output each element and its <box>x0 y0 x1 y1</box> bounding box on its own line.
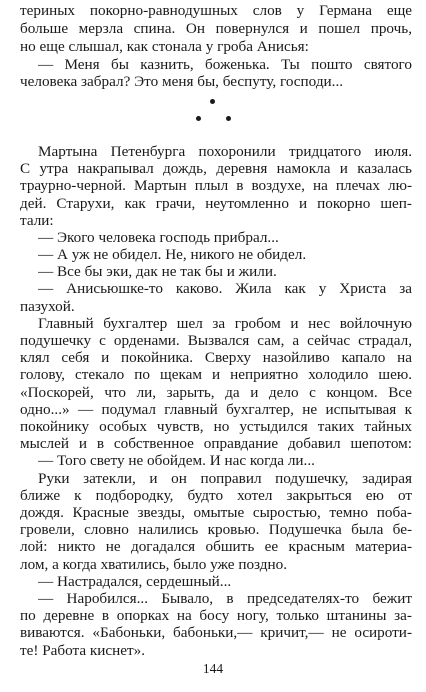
text-line: голову, стекало по щекам и неприятно холодило шею. <box>20 366 412 383</box>
text-line: дождя. Красные звезды, омытые сыростью, темно поба- <box>20 504 412 521</box>
text-line: виваются. «Бабоньки, бабоньки,— кричит,— не осироти- <box>20 624 412 641</box>
text-line: человека забрал? Это меня бы, беспуту, господи... <box>20 73 344 90</box>
text-line: покойнику особых чувств, но устыдился таких тайных <box>20 418 412 435</box>
section-break-ornament <box>0 96 426 126</box>
text-line: но еще слышал, как стонала у гроба Анисья: <box>20 38 309 55</box>
text-line: — Того свету не обойдем. И нас когда ли... <box>38 452 315 469</box>
text-line: гровели, словно налились кровью. Подушечка была бе- <box>20 521 412 538</box>
text-line: — Анисьюшке-то каково. Жила как у Христа за <box>38 280 412 297</box>
text-line: — Экого человека господь прибрал... <box>38 229 279 246</box>
text-line: одно...» — подумал главный бухгалтер, не испытывая к <box>20 401 412 418</box>
text-line: — Наробился... Бывало, в председателях-то бежит <box>38 590 412 607</box>
text-line: пазухой. <box>20 298 75 315</box>
text-line: тали: <box>20 212 54 229</box>
text-line: — Настрадался, сердешный... <box>38 573 232 590</box>
text-line: С утра накрапывал дождь, деревня намокла и казалась <box>20 160 412 177</box>
text-line: — Меня бы казнить, боженька. Ты пошто святого <box>38 56 412 73</box>
text-line: по деревне в опорках на босу ногу, только штанины за- <box>20 607 412 624</box>
text-line: ближе к подбородку, будто хотел закрыться ею от <box>20 487 412 504</box>
text-line: больше мерзла спина. Он повернулся и пошел прочь, <box>20 20 412 37</box>
text-line: лой: никто не догадался обшить ее красным материа- <box>20 538 412 555</box>
text-line: траурно-черной. Мартын плыл в воздухе, на плечах лю- <box>20 177 412 194</box>
text-line: лом, а когда хватились, было уже поздно. <box>20 556 288 573</box>
text-line: Руки затекли, и он поправил подушечку, задирая <box>38 470 412 487</box>
text-line: Главный бухгалтер шел за гробом и нес войлочную <box>38 315 412 332</box>
text-line: териных покорно-равнодушных слов у Германа еще <box>20 2 412 19</box>
text-line: подушечку с орденами. Вызвался сам, а сейчас страдал, <box>20 332 412 349</box>
text-line: Мартына Петенбурга похоронили тридцатого июля. <box>38 143 412 160</box>
text-line: те! Работа киснет». <box>20 642 146 659</box>
text-line: — А уж не обидел. Не, никого не обидел. <box>38 246 307 263</box>
text-line: — Все бы эки, дак не так бы и жили. <box>38 263 277 280</box>
text-line: мыслей и в собственное оправдание добавил шепотом: <box>20 435 412 452</box>
text-line: «Поскорей, что ли, зарыть, да и дело с концом. Все <box>20 384 412 401</box>
text-line: клял себя и покойника. Сверху назойливо капало на <box>20 349 412 366</box>
page-number: 144 <box>202 661 224 676</box>
text-line: дей. Старухи, как грачи, неутомленно и покорно шеп- <box>20 195 412 212</box>
